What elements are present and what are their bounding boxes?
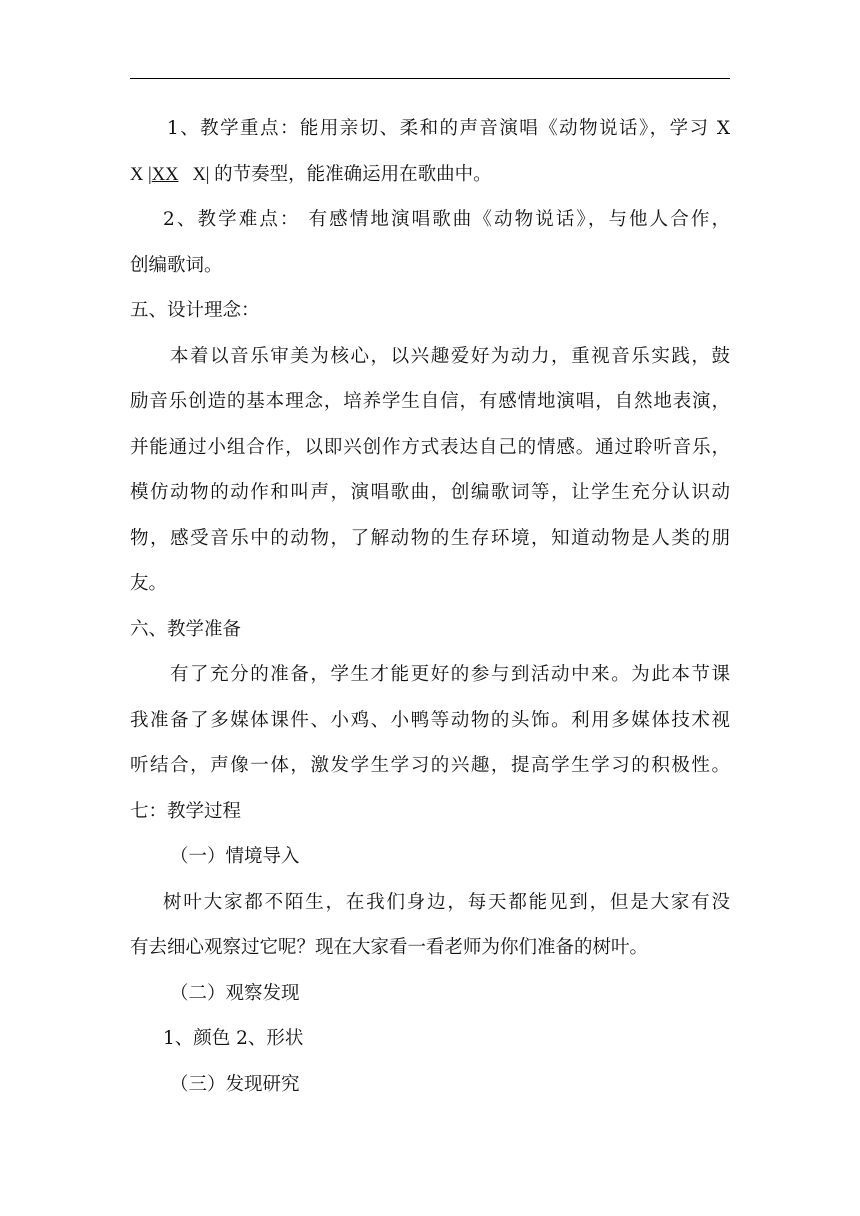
step3-heading: （三）发现研究	[170, 1073, 300, 1095]
section5-paragraph-line: 友。	[130, 573, 168, 594]
section6-paragraph-line: 有了充分的准备，学生才能更好的参与到活动中来。为此本节课	[170, 664, 730, 685]
section7-heading: 七：教学过程	[130, 800, 242, 822]
document-body	[130, 112, 730, 1113]
section5-paragraph-line: 本着以音乐审美为核心，以兴趣爱好为动力，重视音乐实践，鼓	[170, 345, 730, 367]
step1-heading: （一）情境导入	[170, 846, 300, 867]
rhythm-mid: X|	[192, 164, 210, 185]
rhythm-underlined: XX	[151, 164, 179, 185]
step1-paragraph-line: 有去细心观察过它呢？现在大家看一看老师为你们准备的树叶。	[130, 937, 649, 958]
section6-paragraph-line: 听结合，声像一体，激发学生学习的兴趣，提高学生学习的积极性。	[130, 755, 730, 776]
key-point-line-2	[130, 158, 730, 204]
section6-heading: 六、教学准备	[130, 618, 242, 640]
step2-heading: （二）观察发现	[170, 982, 300, 1004]
rhythm-suffix: 的节奏型，能准确运用在歌曲中。	[209, 164, 492, 185]
section5-paragraph-line: 并能通过小组合作，以即兴创作方式表达自己的情感。通过聆听音乐，	[130, 436, 730, 458]
section5-heading: 五、设计理念：	[130, 300, 260, 321]
section5-paragraph-line: 物，感受音乐中的动物，了解动物的生存环境，知道动物是人类的朋	[130, 527, 730, 549]
step2-items: 1、颜色 2、形状	[163, 1028, 304, 1049]
section6-paragraph-line: 我准备了多媒体课件、小鸡、小鸭等动物的头饰。利用多媒体技术视	[130, 709, 730, 731]
difficult-point-line-2: 创编歌词。	[130, 254, 223, 276]
difficult-point-line-1: 2、教学难点： 有感情地演唱歌曲《动物说话》，与他人合作，	[163, 209, 730, 230]
key-point-line-1: 1、教学重点：能用亲切、柔和的声音演唱《动物说话》，学习 X	[167, 118, 730, 139]
rhythm-prefix: X |	[130, 164, 152, 185]
step1-paragraph-line: 树叶大家都不陌生，在我们身边，每天都能见到，但是大家有没	[163, 891, 730, 913]
section5-paragraph-line: 模仿动物的动作和叫声，演唱歌曲，创编歌词等，让学生充分认识动	[130, 482, 730, 503]
section5-paragraph-line: 励音乐创造的基本理念，培养学生自信，有感情地演唱，自然地表演，	[130, 391, 730, 412]
header-rule	[130, 78, 730, 79]
